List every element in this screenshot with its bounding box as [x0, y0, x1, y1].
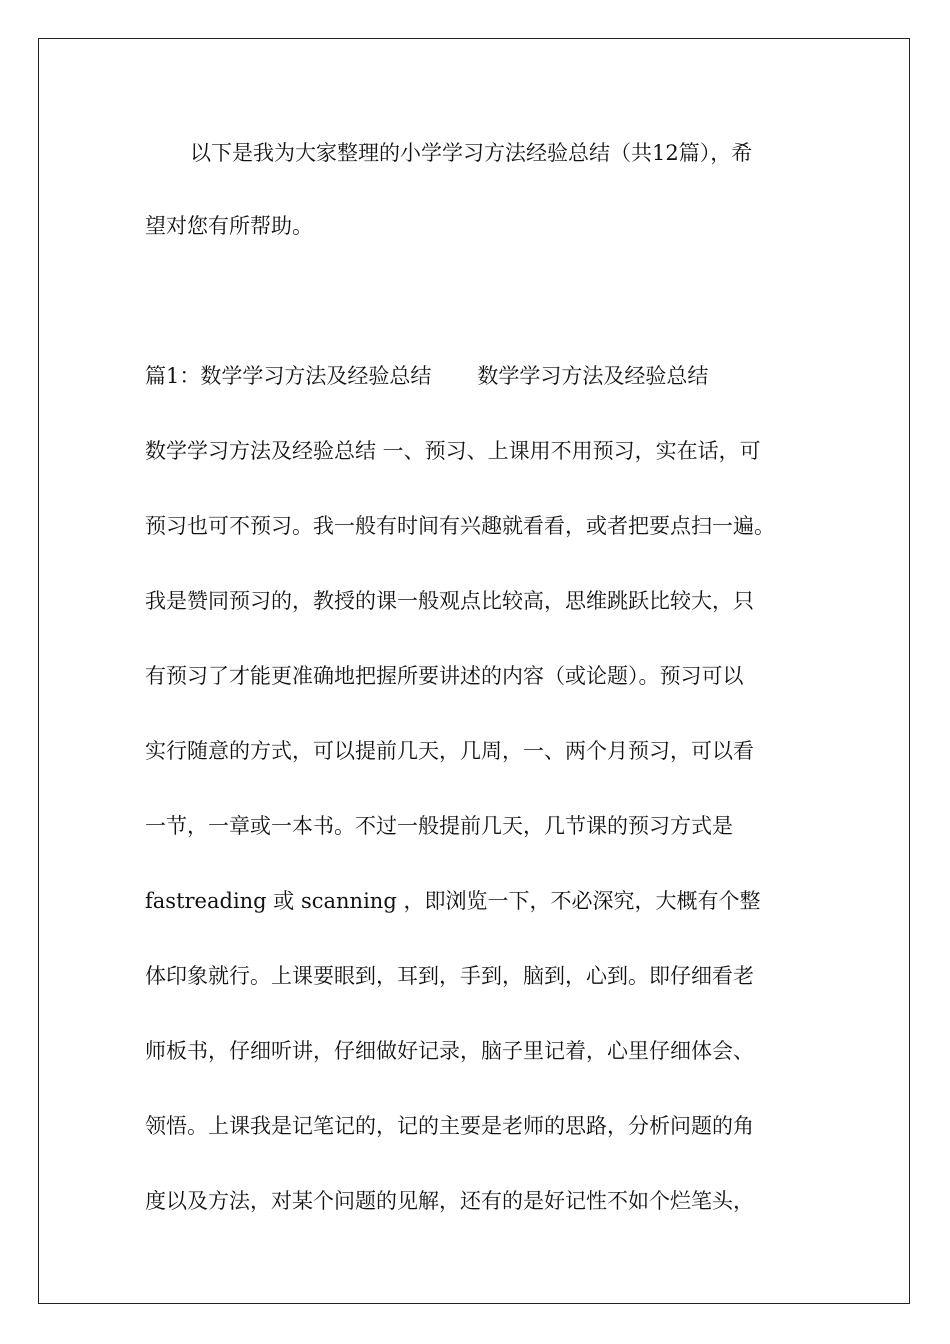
body-line: 我是赞同预习的，教授的课一般观点比较高，思维跳跃比较大，只 — [145, 589, 754, 613]
section-heading — [145, 361, 825, 391]
intro-line-2: 望对您有所帮助。 — [145, 214, 313, 238]
body-line: 一节，一章或一本书。不过一般提前几天，几节课的预习方式是 — [145, 814, 733, 838]
section-title-repeat: 数学学习方法及经验总结 — [477, 364, 709, 388]
intro-line-1: 以下是我为大家整理的小学学习方法经验总结（共12篇），希 — [190, 141, 753, 165]
section-label: 篇1：数学学习方法及经验总结 — [145, 364, 432, 388]
body-line: 度以及方法，对某个问题的见解，还有的是好记性不如个烂笔头， — [145, 1189, 754, 1213]
body-line: 数学学习方法及经验总结 一、预习、上课用不用预习，实在话，可 — [145, 439, 761, 463]
body-line: 实行随意的方式，可以提前几天，几周，一、两个月预习，可以看 — [145, 739, 754, 763]
body-line: 师板书，仔细听讲，仔细做好记录，脑子里记着，心里仔细体会、 — [145, 1039, 754, 1063]
body-line: fastreading 或 scanning ，即浏览一下，不必深究，大概有个整 — [145, 889, 761, 913]
body-line: 领悟。上课我是记笔记的，记的主要是老师的思路，分析问题的角 — [145, 1114, 754, 1138]
body-line: 有预习了才能更准确地把握所要讲述的内容（或论题）。预习可以 — [145, 664, 744, 688]
body-line: 预习也可不预习。我一般有时间有兴趣就看看，或者把要点扫一遍。 — [145, 514, 775, 538]
body-line: 体印象就行。上课要眼到，耳到，手到，脑到，心到。即仔细看老 — [145, 964, 754, 988]
